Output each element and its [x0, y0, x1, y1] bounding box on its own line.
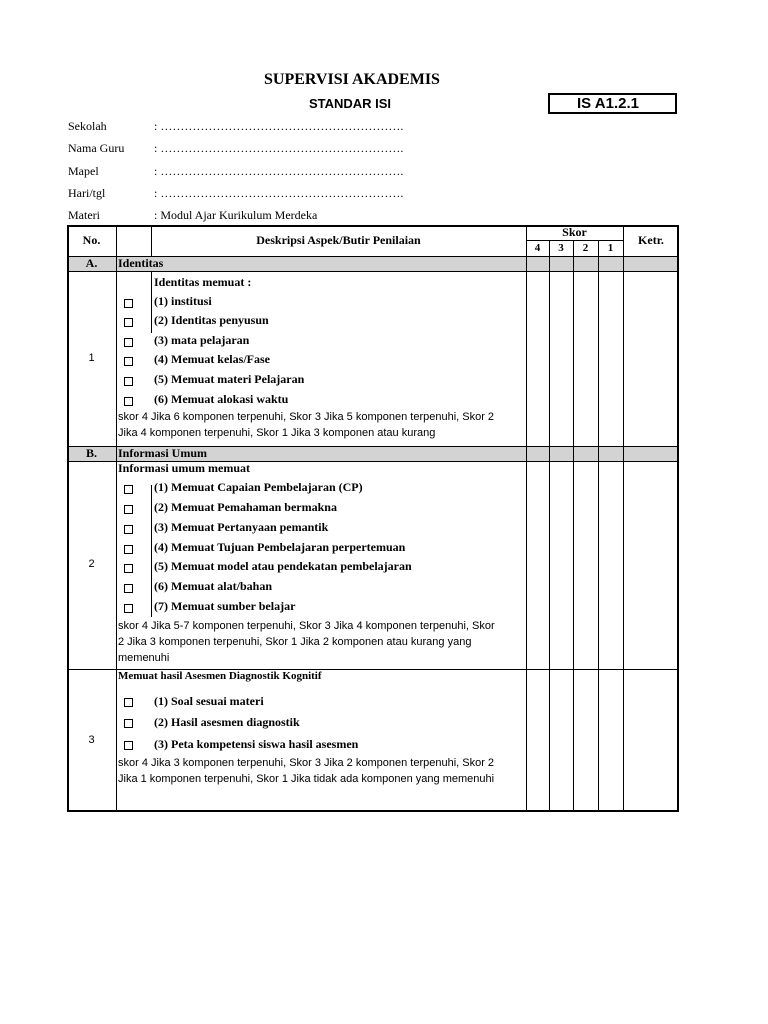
col-header-deskripsi: Deskripsi Aspek/Butir Penilaian [256, 233, 421, 247]
document-title: SUPERVISI AKADEMIS [264, 71, 440, 88]
row-2-scoring-note: skor 4 Jika 5-7 komponen terpenuhi, Skor 3 Jika 4 komponen terpenuhi, Skor 2 Jika 3 komponen terpenuhi, Skor 1 Jika 2 komponen atau kurang yang memenuhi [118, 620, 495, 664]
info-value-nama-guru: : ……………………………………………………. [154, 141, 404, 155]
row-1-scoring-note: skor 4 Jika 6 komponen terpenuhi, Skor 3 Jika 5 komponen terpenuhi, Skor 2 Jika 4 komponen terpenuhi, Skor 1 Jika 3 komponen atau kurang [118, 411, 495, 439]
item-informasi-6: (6) Memuat alat/bahan [154, 579, 272, 593]
row-number-2: 2 [88, 558, 95, 570]
info-value-hari-tgl: : ……………………………………………………. [154, 186, 404, 200]
checkbox-asesmen-3[interactable] [124, 741, 133, 750]
checkbox-identitas-5[interactable] [124, 377, 133, 386]
item-identitas-2: (2) Identitas penyusun [154, 313, 269, 327]
item-informasi-7: (7) Memuat sumber belajar [154, 599, 296, 613]
row-3-scoring-note: skor 4 Jika 3 komponen terpenuhi, Skor 3 Jika 2 komponen terpenuhi, Skor 2 Jika 1 komponen terpenuhi, Skor 1 Jika tidak ada komponen yang memenuhi [118, 757, 495, 785]
row-number-3: 3 [88, 734, 95, 746]
checkbox-informasi-7[interactable] [124, 604, 133, 613]
assessment-table [67, 225, 679, 812]
checkbox-informasi-6[interactable] [124, 584, 133, 593]
skor-col-2: 2 [582, 242, 589, 254]
row-number-1: 1 [88, 352, 95, 364]
section-a-name: Identitas [118, 256, 164, 270]
item-identitas-1: (1) institusi [154, 294, 212, 308]
col-header-ketr: Ketr. [638, 233, 664, 247]
document-subtitle: STANDAR ISI [308, 96, 392, 111]
checkbox-identitas-4[interactable] [124, 357, 133, 366]
checkbox-asesmen-2[interactable] [124, 719, 133, 728]
checkbox-identitas-1[interactable] [124, 299, 133, 308]
skor-col-1: 1 [607, 242, 614, 254]
checkbox-identitas-2[interactable] [124, 318, 133, 327]
checkbox-informasi-2[interactable] [124, 505, 133, 514]
info-label-mapel: Mapel [68, 164, 99, 178]
checkbox-asesmen-1[interactable] [124, 698, 133, 707]
info-value-materi: : Modul Ajar Kurikulum Merdeka [154, 208, 318, 222]
checkbox-informasi-3[interactable] [124, 525, 133, 534]
item-informasi-3: (3) Memuat Pertanyaan pemantik [154, 520, 329, 534]
info-label-sekolah: Sekolah [68, 119, 107, 133]
section-b-name: Informasi Umum [118, 446, 207, 460]
info-value-mapel: : ……………………………………………………. [154, 164, 404, 178]
item-informasi-2: (2) Memuat Pemahaman bermakna [154, 500, 337, 514]
skor-col-3: 3 [558, 242, 564, 254]
item-identitas-4: (4) Memuat kelas/Fase [154, 352, 270, 366]
section-b-letter: B. [85, 446, 97, 460]
item-informasi-5: (5) Memuat model atau pendekatan pembelajaran [154, 559, 412, 573]
item-asesmen-3: (3) Peta kompetensi siswa hasil asesmen [154, 737, 359, 751]
info-label-hari-tgl: Hari/tgl [68, 186, 106, 200]
section-a-letter: A. [85, 256, 98, 270]
checkbox-informasi-1[interactable] [124, 485, 133, 494]
item-informasi-1: (1) Memuat Capaian Pembelajaran (CP) [154, 480, 363, 494]
info-value-sekolah: : ……………………………………………………. [154, 119, 404, 133]
checkbox-informasi-5[interactable] [124, 564, 133, 573]
item-identitas-5: (5) Memuat materi Pelajaran [154, 372, 305, 386]
skor-col-4: 4 [534, 242, 541, 254]
row-1-heading: Identitas memuat : [154, 275, 252, 289]
row-2-heading: Informasi umum memuat [118, 461, 250, 475]
row-3-heading: Memuat hasil Asesmen Diagnostik Kognitif [118, 670, 322, 682]
item-asesmen-2: (2) Hasil asesmen diagnostik [154, 715, 300, 729]
checkbox-identitas-6[interactable] [124, 397, 133, 406]
info-label-nama-guru: Nama Guru [68, 141, 125, 155]
item-informasi-4: (4) Memuat Tujuan Pembelajaran perpertemuan [154, 540, 406, 554]
item-identitas-6: (6) Memuat alokasi waktu [154, 392, 289, 406]
checkbox-identitas-3[interactable] [124, 338, 133, 347]
col-header-no: No. [82, 233, 101, 247]
item-asesmen-1: (1) Soal sesuai materi [154, 694, 264, 708]
col-header-skor: Skor [562, 225, 587, 239]
document-code-box: IS A1.2.1 [548, 93, 677, 114]
item-identitas-3: (3) mata pelajaran [154, 333, 250, 347]
info-label-materi: Materi [68, 208, 100, 222]
checkbox-informasi-4[interactable] [124, 545, 133, 554]
